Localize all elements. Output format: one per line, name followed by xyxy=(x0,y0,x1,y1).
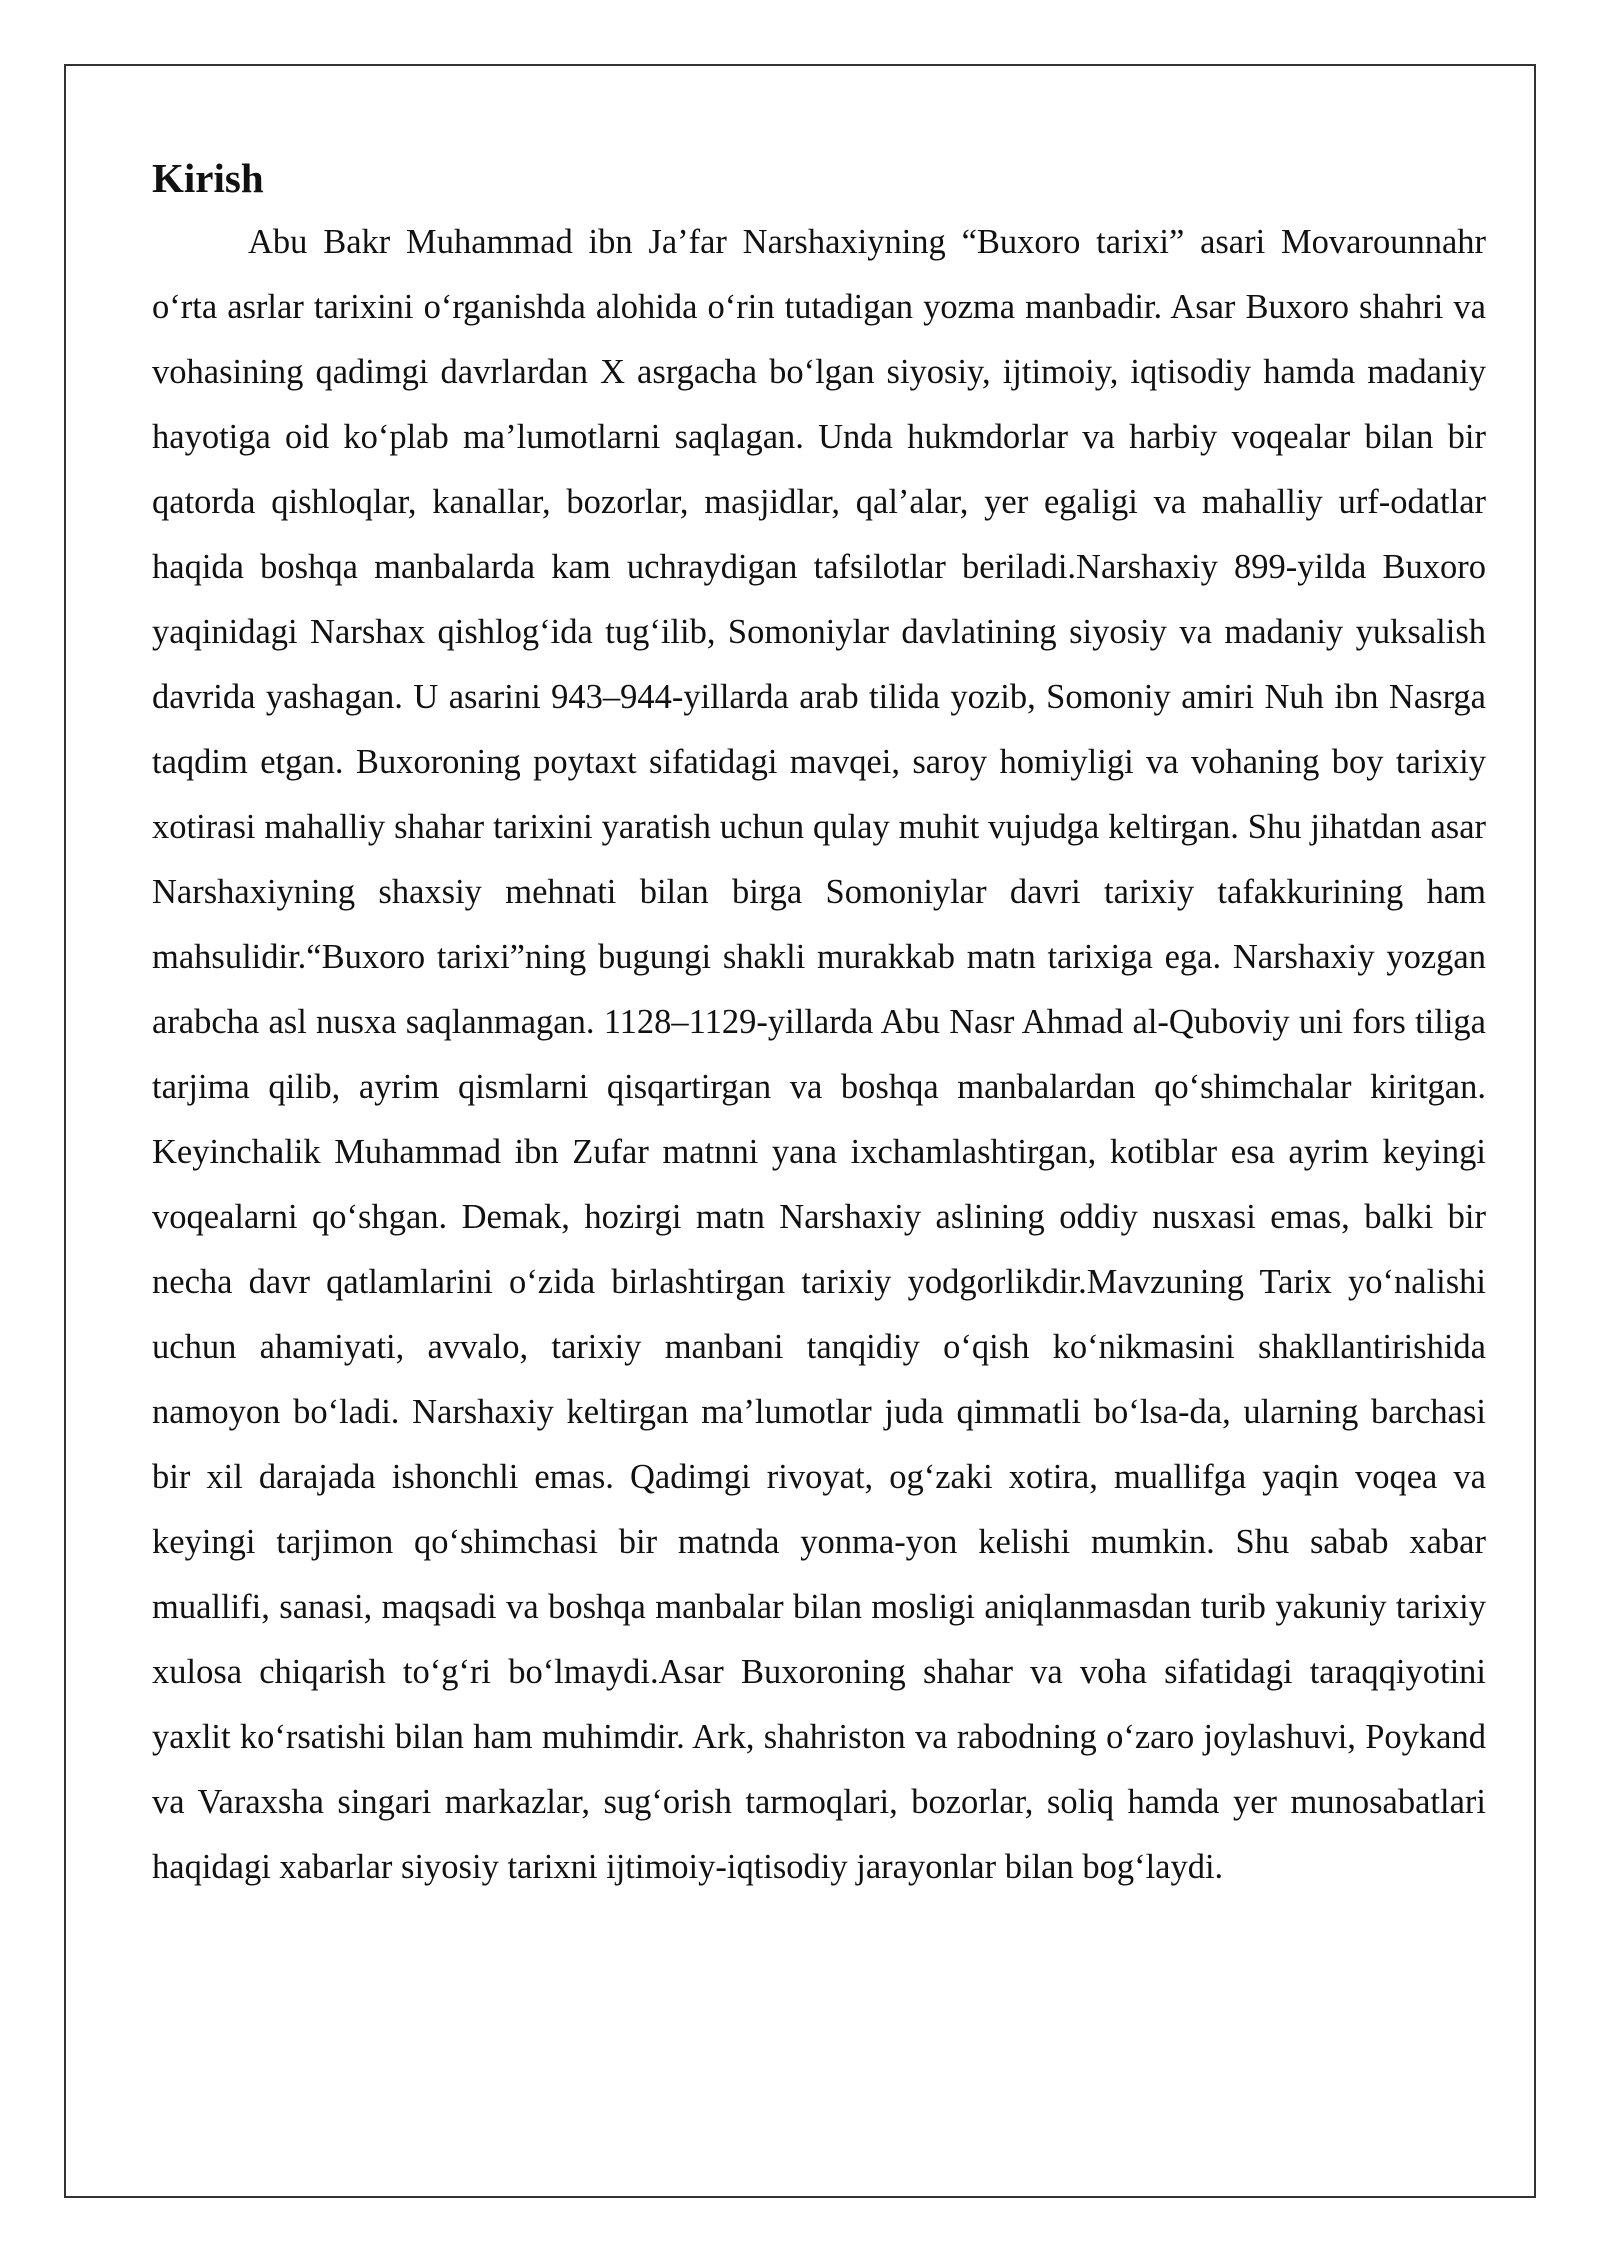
body-paragraph: Abu Bakr Muhammad ibn Ja’far Narshaxiyning “Buxoro tarixi” asari Movarounnahr o‘rta asrlar tarixini o‘rganishda alohida o‘rin tutadigan yozma manbadir. Asar Buxoro shahri va vohasining qadimgi davrlardan X asrgacha bo‘lgan siyosiy, ijtimoiy, iqtisodiy hamda madaniy hayotiga oid ko‘plab ma’lumotlarni saqlagan. Unda hukmdorlar va harbiy voqealar bilan bir qatorda qishloqlar, kanallar, bozorlar, masjidlar, qal’alar, yer egaligi va mahalliy urf-odatlar haqida boshqa manbalarda kam uchraydigan tafsilotlar beriladi.Narshaxiy 899-yilda Buxoro yaqinidagi Narshax qishlog‘ida tug‘ilib, Somoniylar davlatining siyosiy va madaniy yuksalish davrida yashagan. U asarini 943–944-yillarda arab tilida yozib, Somoniy amiri Nuh ibn Nasrga taqdim etgan. Buxoroning poytaxt sifatidagi mavqei, saroy homiyligi va vohaning boy tarixiy xotirasi mahalliy shahar tarixini yaratish uchun qulay muhit vujudga keltirgan. Shu jihatdan asar Narshaxiyning shaxsiy mehnati bilan birga Somoniylar davri tarixiy tafakkurining ham mahsulidir.“Buxoro tarixi”ning bugungi shakli murakkab matn tarixiga ega. Narshaxiy yozgan arabcha asl nusxa saqlanmagan. 1128–1129-yillarda Abu Nasr Ahmad al-Quboviy uni fors tiliga tarjima qilib, ayrim qismlarni qisqartirgan va boshqa manbalardan qo‘shimchalar kiritgan. Keyinchalik Muhammad ibn Zufar matnni yana ixchamlashtirgan, kotiblar esa ayrim keyingi voqealarni qo‘shgan. Demak, hozirgi matn Narshaxiy aslining oddiy nusxasi emas, balki bir necha davr qatlamlarini o‘zida birlashtirgan tarixiy yodgorlikdir.Mavzuning Tarix yo‘nalishi uchun ahamiyati, avvalo, tarixiy manbani tanqidiy o‘qish ko‘nikmasini shakllantirishida namoyon bo‘ladi. Narshaxiy keltirgan ma’lumotlar juda qimmatli bo‘lsa-da, ularning barchasi bir xil darajada ishonchli emas. Qadimgi rivoyat, og‘zaki xotira, muallifga yaqin voqea va keyingi tarjimon qo‘shimchasi bir matnda yonma-yon kelishi mumkin. Shu sabab xabar muallifi, sanasi, maqsadi va boshqa manbalar bilan mosligi aniqlanmasdan turib yakuniy tarixiy xulosa chiqarish to‘g‘ri bo‘lmaydi.Asar Buxoroning shahar va voha sifatidagi taraqqiyotini yaxlit ko‘rsatishi bilan ham muhimdir. Ark, shahriston va rabodning o‘zaro joylashuvi, Poykand va Varaxsha singari markazlar, sug‘orish tarmoqlari, bozorlar, soliq hamda yer munosabatlari haqidagi xabarlar siyosiy tarixni ijtimoiy-iqtisodiy jarayonlar bilan bog‘laydi. xyxy=(152,223,1486,1886)
section-heading: Kirish xyxy=(152,155,264,201)
document-content xyxy=(152,150,1486,1900)
